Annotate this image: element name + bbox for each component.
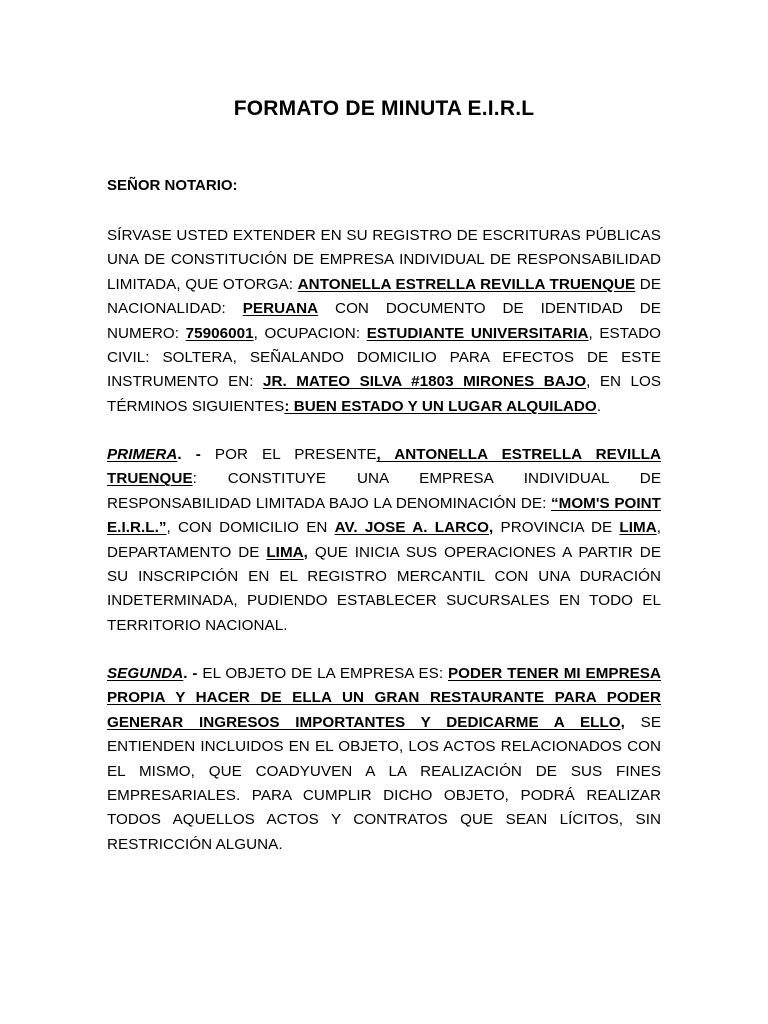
terms: : BUEN ESTADO Y UN LUGAR ALQUILADO	[284, 397, 597, 415]
clause-label-segunda: SEGUNDA	[107, 665, 184, 682]
clause-dash: . -	[183, 665, 198, 682]
document-title: FORMATO DE MINUTA E.I.R.L	[233, 97, 535, 120]
clause-dash: . -	[177, 446, 201, 463]
company-address: AV. JOSE A. LARCO	[334, 519, 490, 537]
intro-text-1: SÍRVASE USTED EXTENDER EN SU REGISTRO DE ESCRITURAS PÚBLICAS UNA DE CONSTITUCIÓN DE EMPRESA INDIVIDUAL DE RESPONSABILIDAD LIMITADA, QUE OTORGA:	[107, 227, 661, 293]
primera-text-3: , CON DOMICILIO EN	[166, 519, 335, 537]
owner-address: JR. MATEO SILVA #1803 MIRONES BAJO	[262, 373, 587, 391]
comma: ,	[303, 543, 308, 561]
intro-paragraph	[107, 224, 661, 419]
segunda-text-1: EL OBJETO DE LA EMPRESA ES:	[197, 665, 448, 682]
province: LIMA	[619, 519, 657, 537]
company-objective: PODER TENER MI EMPRESA PROPIA Y HACER DE ELLA UN GRAN RESTAURANTE PARA PODER GENERAR INGRESOS IMPORTANTES Y DEDICARME A ELLO	[107, 665, 662, 731]
primera-text-1: POR EL PRESENTE	[200, 446, 377, 463]
id-number: 75906001	[185, 324, 254, 342]
segunda-text-2: SE ENTIENDEN INCLUIDOS EN EL OBJETO, LOS ACTOS RELACIONADOS CON EL MISMO, QUE COADYUVEN A LA REALIZACIÓN DE SUS FINES EMPRESARIALES. PARA CUMPLIR DICHO OBJETO, PODRÁ REALIZAR TODOS AQUELLOS ACTOS Y CONTRATOS QUE SEAN LÍCITOS, SIN RESTRICCIÓN ALGUNA.	[107, 713, 661, 853]
comma: ,	[620, 713, 625, 731]
clause-primera	[107, 443, 661, 638]
clause-label-primera: PRIMERA	[107, 446, 178, 463]
primera-text-5: , DEPARTAMENTO DE	[107, 519, 661, 561]
intro-text-2: DE NACIONALIDAD:	[107, 275, 661, 318]
occupation: ESTUDIANTE UNIVERSITARIA	[366, 324, 589, 342]
comma: ,	[489, 519, 494, 537]
intro-text-4: , OCUPACION:	[253, 324, 367, 342]
primera-text-6: QUE INICIA SUS OPERACIONES A PARTIR DE SU INSCRIPCIÓN EN EL REGISTRO MERCANTIL CON UNA DURACIÓN INDETERMINADA, PUDIENDO ESTABLECER SUCURSALES EN TODO EL TERRITORIO NACIONAL.	[107, 543, 661, 634]
intro-text-6: , EN LOS TÉRMINOS SIGUIENTES	[107, 373, 662, 415]
company-name: “MOM'S POINT E.I.R.L.”	[107, 494, 661, 537]
intro-text-5: , ESTADO CIVIL: SOLTERA, SEÑALANDO DOMICILIO PARA EFECTOS DE ESTE INSTRUMENTO EN:	[107, 324, 661, 391]
nationality: PERUANA	[242, 300, 319, 318]
intro-text-3: CON DOCUMENTO DE IDENTIDAD DE NUMERO:	[107, 300, 661, 342]
intro-text-7: .	[596, 397, 602, 415]
clause-segunda	[107, 662, 661, 857]
primera-text-2: : CONSTITUYE UNA EMPRESA INDIVIDUAL DE RESPONSABILIDAD LIMITADA BAJO LA DENOMINACIÓN DE:	[107, 470, 661, 512]
primera-text-4: PROVINCIA DE	[493, 519, 620, 537]
owner-name: ANTONELLA ESTRELLA REVILLA TRUENQUE	[297, 275, 636, 293]
salutation: SEÑOR NOTARIO:	[107, 177, 238, 194]
department: LIMA	[266, 543, 304, 561]
primera-owner-name: , ANTONELLA ESTRELLA REVILLA TRUENQUE	[107, 446, 661, 488]
